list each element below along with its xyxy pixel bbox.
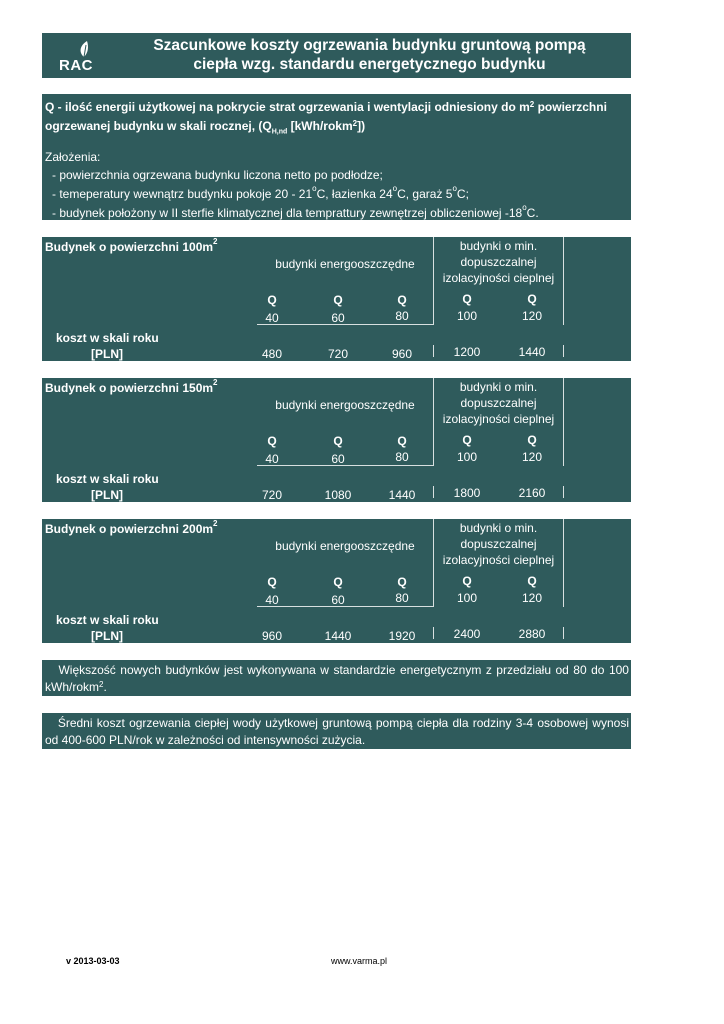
definitions-panel <box>42 94 631 220</box>
q-value: 120 <box>521 450 543 464</box>
q-def-text: Q - ilość energii użytkowej na pokrycie strat ogrzewania i wentylacji odniesiony do m <box>45 100 530 114</box>
cost-label: koszt w skali roku <box>56 472 159 486</box>
q-header: Q <box>267 293 277 307</box>
divider <box>433 345 434 357</box>
group-min-insulation: budynki o min. dopuszczalnej izolacyjności cieplnej <box>442 239 555 285</box>
building-size-label: Budynek o powierzchni $200m^2$ <box>45 519 218 536</box>
group-energy-efficient: budynki energooszczędne <box>275 539 415 553</box>
cost-value: 2400 <box>453 627 481 641</box>
assumption-item-2: - temeperatury wewnątrz budynku pokoje 20 - 21$^o$C, łazienka 24$^o$C, garaż 5$^o$C; <box>52 184 469 201</box>
cost-value: 480 <box>261 347 283 361</box>
cost-value: 960 <box>391 347 413 361</box>
note-text: Średni koszt ogrzewania ciepłej wody użytkowej gruntową pompą ciepła dla rodziny 3-4 osobowej wynosi od 400-600 PLN/rok w zależności od intensywności zużycia. <box>45 716 633 747</box>
q-def-sub: H,nd <box>271 128 288 136</box>
cost-value: 1440 <box>388 488 416 502</box>
q-def-sup-2: 2 <box>352 119 358 128</box>
q-header: Q <box>267 434 277 448</box>
building-size-label: Budynek o powierzchni $150m^2$ <box>45 378 218 395</box>
q-definition <box>45 98 627 141</box>
note-hot-water <box>42 713 631 749</box>
q-header: Q <box>333 575 343 589</box>
q-def-text-3: ogrzewanej budynku w skali rocznej, (Q <box>45 119 272 133</box>
q-value: 40 <box>265 593 279 607</box>
cost-value: 1440 <box>324 629 352 643</box>
cost-label: koszt w skali roku <box>56 331 159 345</box>
q-value: 60 <box>331 311 345 325</box>
q-value: 60 <box>331 452 345 466</box>
q-value: 80 <box>395 591 409 605</box>
group-min-insulation: budynki o min. dopuszczalnej izolacyjności cieplnej <box>442 521 555 567</box>
cost-value: 960 <box>261 629 283 643</box>
q-value: 80 <box>395 309 409 323</box>
q-value: 100 <box>456 450 478 464</box>
divider <box>433 237 434 325</box>
group-energy-efficient: budynki energooszczędne <box>275 398 415 412</box>
version-label: v 2013-03-03 <box>66 956 120 966</box>
cost-value: 1200 <box>453 345 481 359</box>
assumption-item-3: - budynek położony w II sterfie klimatycznej dla temprattury zewnętrzej obliczeniowej -18$^o$C. <box>52 203 539 220</box>
page-title <box>120 36 619 74</box>
q-value: 100 <box>456 591 478 605</box>
q-header: Q <box>397 575 407 589</box>
table-150m2 <box>42 378 631 502</box>
q-value: 120 <box>521 309 543 323</box>
q-header: Q <box>267 575 277 589</box>
q-def-text-2: powierzchni <box>534 100 607 114</box>
q-value: 80 <box>395 450 409 464</box>
q-header: Q <box>462 574 472 588</box>
q-value: 60 <box>331 593 345 607</box>
divider <box>563 345 564 357</box>
cost-value: 720 <box>261 488 283 502</box>
group-energy-efficient: budynki energooszczędne <box>275 257 415 271</box>
leaf-icon <box>78 40 90 58</box>
q-def-text-4: [kWh/rokm <box>287 119 353 133</box>
assumption-item-1: - powierzchnia ogrzewana budynku liczona netto po podłodze; <box>52 168 383 182</box>
cost-value: 2880 <box>518 627 546 641</box>
logo-text: RAC <box>59 57 93 74</box>
q-header: Q <box>527 574 537 588</box>
table-200m2 <box>42 519 631 643</box>
note-text: Większość nowych budynków jest wykonywana w standardzie energetycznym z przedziału od 80 do 100 kWh/rokm$^2$. <box>45 663 633 694</box>
divider <box>433 519 434 607</box>
q-value: 100 <box>456 309 478 323</box>
q-header: Q <box>527 433 537 447</box>
assumptions-label: Założenia: <box>45 150 101 164</box>
q-value: 120 <box>521 591 543 605</box>
divider <box>563 486 564 498</box>
divider <box>563 627 564 639</box>
q-value: 40 <box>265 452 279 466</box>
divider <box>433 627 434 639</box>
table-100m2 <box>42 237 631 361</box>
q-header: Q <box>527 292 537 306</box>
cost-unit: [PLN] <box>91 629 123 643</box>
rac-logo <box>56 39 96 75</box>
q-value: 40 <box>265 311 279 325</box>
q-header: Q <box>462 292 472 306</box>
note-new-buildings <box>42 660 631 696</box>
q-header: Q <box>333 434 343 448</box>
header-banner <box>42 33 631 78</box>
q-header: Q <box>333 293 343 307</box>
cost-unit: [PLN] <box>91 488 123 502</box>
cost-value: 1800 <box>453 486 481 500</box>
q-header: Q <box>462 433 472 447</box>
divider <box>563 378 564 466</box>
cost-label: koszt w skali roku <box>56 613 159 627</box>
title-line-2: ciepła wzg. standardu energetycznego budynku <box>193 56 546 73</box>
cost-value: 1080 <box>324 488 352 502</box>
cost-value: 1920 <box>388 629 416 643</box>
q-header: Q <box>397 293 407 307</box>
divider <box>563 519 564 607</box>
cost-value: 1440 <box>518 345 546 359</box>
website-link[interactable]: www.varma.pl <box>331 956 388 966</box>
q-def-sup: 2 <box>529 100 535 109</box>
cost-unit: [PLN] <box>91 347 123 361</box>
q-def-text-5: ]) <box>357 119 366 133</box>
cost-value: 720 <box>327 347 349 361</box>
q-header: Q <box>397 434 407 448</box>
title-line-1: Szacunkowe koszty ogrzewania budynku gruntową pompą <box>153 37 586 54</box>
divider <box>433 486 434 498</box>
divider <box>433 378 434 466</box>
group-min-insulation: budynki o min. dopuszczalnej izolacyjności cieplnej <box>442 380 555 426</box>
building-size-label: Budynek o powierzchni $100m^2$ <box>45 237 218 254</box>
cost-value: 2160 <box>518 486 546 500</box>
divider <box>563 237 564 325</box>
